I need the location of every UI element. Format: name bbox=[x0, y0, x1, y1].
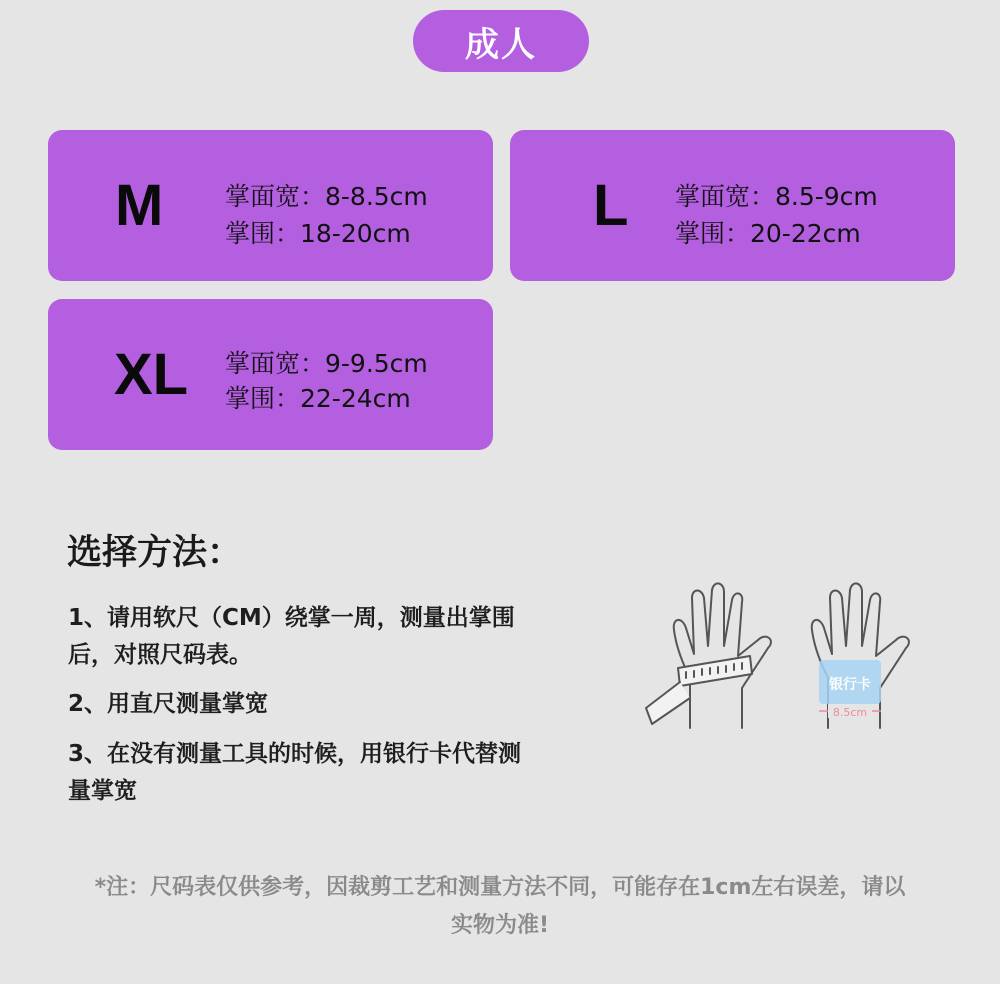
palm-circumference-text: 掌围：22-24cm bbox=[225, 384, 411, 413]
hand-tape-icon bbox=[646, 583, 771, 728]
footnote: *注：尺码表仅供参考，因裁剪工艺和测量方法不同，可能存在1cm左右误差，请以实物为准! bbox=[94, 875, 906, 938]
palm-width-text: 掌面宽：8-8.5cm bbox=[225, 182, 428, 211]
size-label: L bbox=[593, 173, 629, 238]
size-label: M bbox=[115, 173, 164, 238]
bank-card-label: 银行卡 bbox=[829, 677, 871, 693]
size-label: XL bbox=[114, 342, 189, 407]
method-heading: 选择方法： bbox=[67, 533, 243, 573]
size-card-m bbox=[48, 130, 493, 281]
size-card-l bbox=[510, 130, 955, 281]
palm-width-text: 掌面宽：8.5-9cm bbox=[675, 182, 878, 211]
method-step-1: 1、请用软尺（CM）绕掌一周，测量出掌围后，对照尺码表。 bbox=[68, 605, 515, 668]
category-title: 成人 bbox=[413, 10, 589, 72]
palm-width-text: 掌面宽：9-9.5cm bbox=[225, 349, 428, 378]
palm-circumference-text: 掌围：18-20cm bbox=[225, 219, 411, 248]
palm-circumference-text: 掌围：20-22cm bbox=[675, 219, 861, 248]
method-step-3: 3、在没有测量工具的时候，用银行卡代替测量掌宽 bbox=[68, 741, 522, 804]
method-step-2: 2、用直尺测量掌宽 bbox=[68, 691, 269, 717]
hand-measurement-illustration bbox=[638, 578, 928, 738]
card-measure-label: 8.5cm bbox=[832, 706, 868, 719]
size-card-xl bbox=[48, 299, 493, 450]
